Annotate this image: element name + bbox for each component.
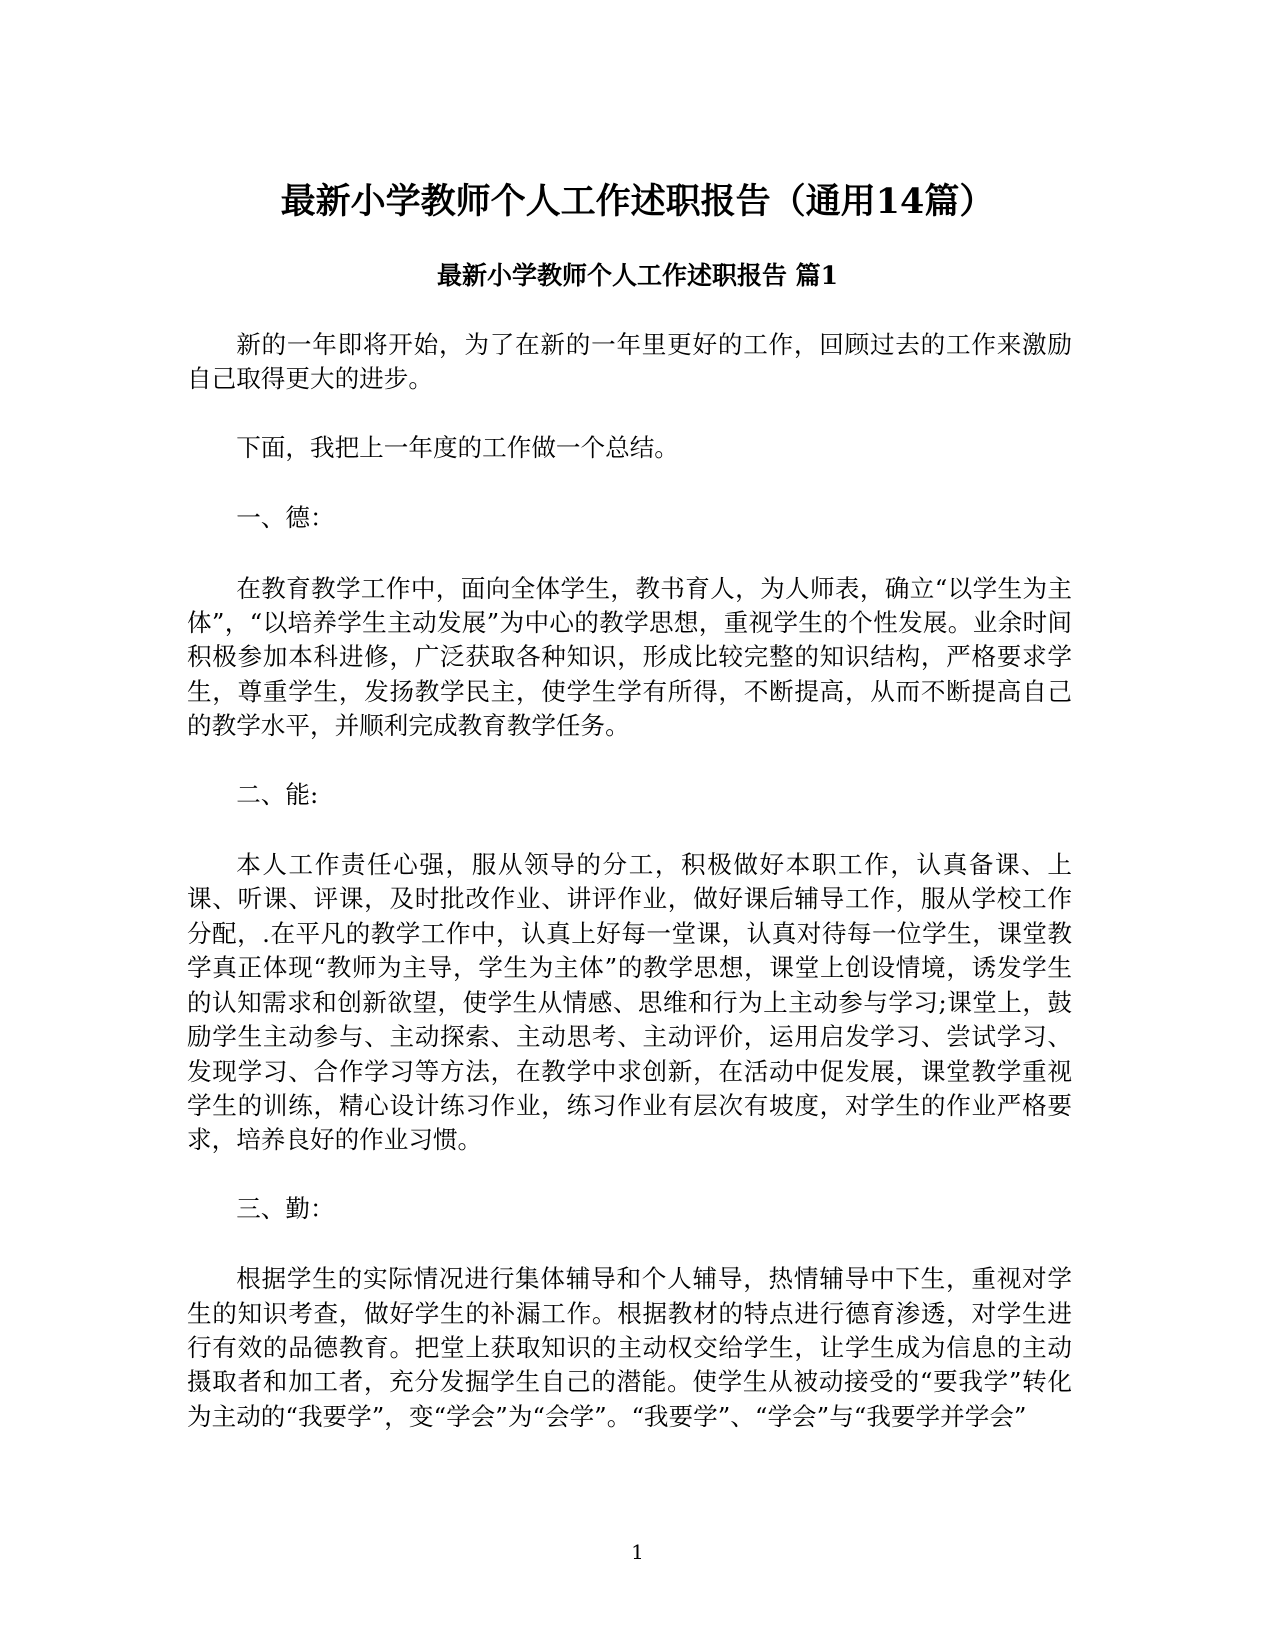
paragraph-ability: 本人工作责任心强，服从领导的分工，积极做好本职工作，认真备课、上课、听课、评课，及时批改作业、讲评作业，做好课后辅导工作，服从学校工作分配，.在平凡的教学工作中，认真上好每一堂课，认真对待每一位学生，课堂教学真正体现“教师为主导，学生为主体”的教学思想，课堂上创设情境，诱发学生的认知需求和创新欲望，使学生从情感、思维和行为上主动参与学习;课堂上，鼓励学生主动参与、主动探索、主动思考、主动评价，运用启发学习、尝试学习、发现学习、合作学习等方法，在教学中求创新，在活动中促发展，课堂教学重视学生的训练，精心设计练习作业，练习作业有层次有坡度，对学生的作业严格要求，培养良好的作业习惯。 xyxy=(187,850,1072,1155)
document-title: 最新小学教师个人工作述职报告（通用14篇） xyxy=(280,181,995,222)
paragraph-virtue: 在教育教学工作中，面向全体学生，教书育人，为人师表，确立“以学生为主体”，“以培养学生主动发展”为中心的教学思想，重视学生的个性发展。业余时间积极参加本科进修，广泛获取各种知识，形成比较完整的知识结构，严格要求学生，尊重学生，发扬教学民主，使学生学有所得，不断提高，从而不断提高自己的教学水平，并顺利完成教育教学任务。 xyxy=(187,573,1072,741)
page-number: 1 xyxy=(631,1540,644,1564)
heading-virtue: 一、德： xyxy=(236,503,335,533)
paragraph-summary-lead: 下面，我把上一年度的工作做一个总结。 xyxy=(236,432,679,462)
heading-ability: 二、能: xyxy=(236,779,319,809)
paragraph-diligence: 根据学生的实际情况进行集体辅导和个人辅导，热情辅导中下生，重视对学生的知识考查，做好学生的补漏工作。根据教材的特点进行德育渗透，对学生进行有效的品德教育。把堂上获取知识的主动权交给学生，让学生成为信息的主动摄取者和加工者，充分发掘学生自己的潜能。使学生从被动接受的“要我学”转化为主动的“我要学”，变“学会”为“会学”。“我要学”、“学会”与“我要学并学会” xyxy=(187,1264,1072,1431)
section-title: 最新小学教师个人工作述职报告 篇1 xyxy=(436,261,839,290)
document-body xyxy=(187,328,1072,1468)
paragraph-intro: 新的一年即将开始，为了在新的一年里更好的工作，回顾过去的工作来激励自己取得更大的进步。 xyxy=(187,330,1072,394)
heading-diligence: 三、勤： xyxy=(236,1193,335,1223)
